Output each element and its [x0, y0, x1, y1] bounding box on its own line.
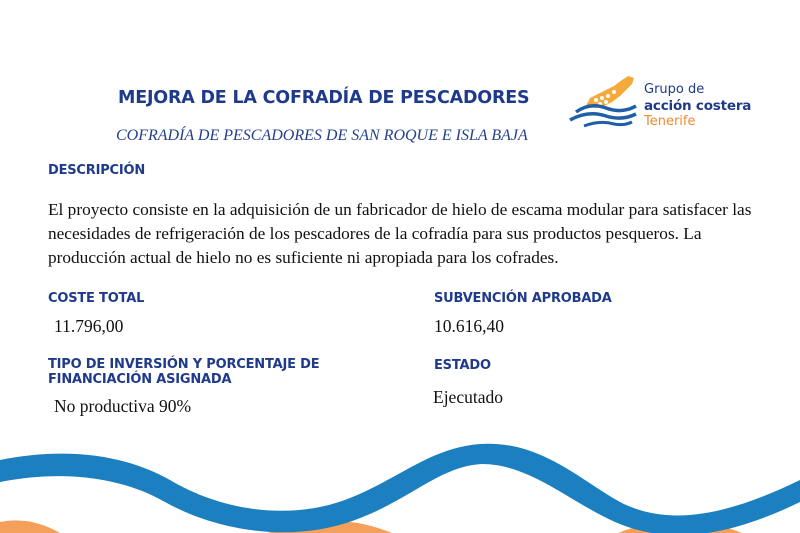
logo-text-line2: acción costera — [644, 98, 752, 114]
coste-total-label: COSTE TOTAL — [48, 291, 145, 306]
coste-total-value: 11.796,00 — [54, 316, 124, 336]
logo-text-line3: Tenerife — [644, 114, 696, 129]
tipo-inversion-label: TIPO DE INVERSIÓN Y PORCENTAJE DE FINANCIACIÓN ASIGNADA — [48, 357, 320, 387]
logo-text-line1: Grupo de — [644, 82, 705, 97]
orange-wave-left — [0, 520, 60, 533]
tenerife-island-icon — [566, 74, 640, 130]
subvencion-value: 10.616,40 — [434, 316, 504, 336]
page-subtitle: COFRADÍA DE PESCADORES DE SAN ROQUE E ISLA BAJA — [116, 127, 528, 144]
estado-label: ESTADO — [434, 358, 491, 373]
description-text: El proyecto consiste en la adquisición de un fabricador de hielo de escama modular para satisfacer las necesidades de refrigeración de los pescadores de la cofradía para sus productos pesqueros. La producción actual de hielo no es suficiente ni apropiada para los cofrades. — [48, 200, 752, 267]
logo — [566, 74, 766, 134]
blue-wave — [0, 444, 800, 533]
estado-value: Ejecutado — [433, 387, 503, 407]
subvencion-label: SUBVENCIÓN APROBADA — [434, 291, 612, 306]
page-title: MEJORA DE LA COFRADÍA DE PESCADORES — [118, 88, 530, 108]
decorative-waves — [0, 440, 800, 533]
description-label: DESCRIPCIÓN — [48, 163, 146, 178]
tipo-inversion-value: No productiva 90% — [54, 396, 192, 416]
